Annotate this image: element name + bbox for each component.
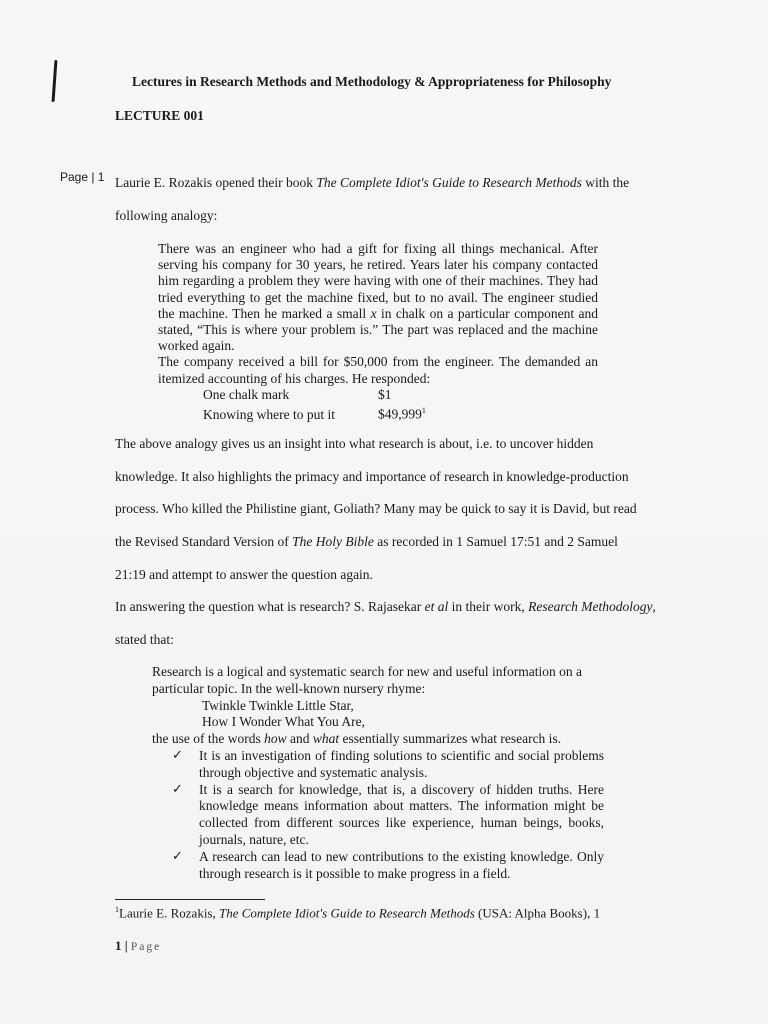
body-line-5: 21:19 and attempt to answer the question again. bbox=[115, 567, 373, 582]
body-line-2: knowledge. It also highlights the primacy and importance of research in knowledge-production bbox=[115, 469, 629, 484]
body-line-3: process. Who killed the Philistine giant, Goliath? Many may be quick to say it is David, but read bbox=[115, 501, 637, 516]
list-item: ✓ A research can lead to new contributions to the existing knowledge. Only through research is it possible to make progress in a field. bbox=[172, 848, 604, 881]
body-line-4: the Revised Standard Version of The Holy Bible as recorded in 1 Samuel 17:51 and 2 Samuel bbox=[115, 534, 618, 549]
research-points-list bbox=[152, 748, 604, 882]
intro-line-2: following analogy: bbox=[115, 208, 218, 223]
body-line-1: The above analogy gives us an insight into what research is about, i.e. to uncover hidden bbox=[115, 436, 594, 451]
book-title: The Complete Idiot's Guide to Research Methods bbox=[316, 175, 582, 190]
checkmark-icon: ✓ bbox=[172, 848, 183, 864]
footnote: $^1$Laurie E. Rozakis, The Complete Idiot's Guide to Research Methods (USA: Alpha Books), 1 bbox=[115, 905, 601, 921]
margin-pen-mark bbox=[52, 60, 58, 102]
rhyme-line: How I Wonder What You Are, bbox=[202, 714, 366, 730]
list-item: ✓ It is an investigation of finding solutions to scientific and social problems through objective and systematic analysis. bbox=[172, 747, 604, 780]
quote-paragraph-1: There was an engineer who had a gift for fixing all things mechanical. After serving his company for 30 years, he retired. Years later his company contacted him regarding a problem they were having with one of their machines. They had tried everything to get the machine fixed, but to no avail. The engineer studied the machine. Then he marked a small x in chalk on a particular component and stated, “This is where your problem is.” The part was replaced and the machine worked again. bbox=[158, 241, 598, 354]
lecture-heading: LECTURE 001 bbox=[115, 108, 204, 123]
list-item: ✓ It is a search for knowledge, that is, a discovery of hidden truths. Here knowledge means information about matters. The information might be collected from different sources like experience, human beings, books, journals, nature, etc. bbox=[172, 781, 604, 847]
body-line-6: In answering the question what is research? S. Rajasekar et al in their work, Research Methodology, bbox=[115, 599, 656, 614]
definition-line: Research is a logical and systematic search for new and useful information on a particular topic. In the well-known nursery rhyme: bbox=[152, 664, 582, 696]
invoice-row: One chalk mark $1 bbox=[203, 386, 392, 402]
page-footer: 1 | Page bbox=[115, 938, 162, 953]
footnote-divider bbox=[115, 899, 265, 900]
quote-paragraph-2: The company received a bill for $50,000 from the engineer. The demanded an itemized accounting of his charges. He responded: bbox=[158, 354, 598, 386]
body-line-7: stated that: bbox=[115, 632, 174, 647]
engineer-quote bbox=[158, 241, 598, 423]
checkmark-icon: ✓ bbox=[172, 781, 183, 797]
intro-line-1: Laurie E. Rozakis opened their book The Complete Idiot's Guide to Research Methods with the bbox=[115, 175, 630, 190]
page-label: Page | 1 bbox=[60, 170, 105, 184]
rhyme-line: Twinkle Twinkle Little Star, bbox=[202, 697, 354, 713]
research-definition-quote bbox=[152, 664, 604, 882]
invoice-row: Knowing where to put it $49,999$^1$ bbox=[203, 406, 426, 422]
checkmark-icon: ✓ bbox=[172, 747, 183, 763]
document-title: Lectures in Research Methods and Methodology & Appropriateness for Philosophy bbox=[132, 74, 612, 89]
summary-line: the use of the words how and what essentially summarizes what research is. bbox=[152, 731, 562, 747]
